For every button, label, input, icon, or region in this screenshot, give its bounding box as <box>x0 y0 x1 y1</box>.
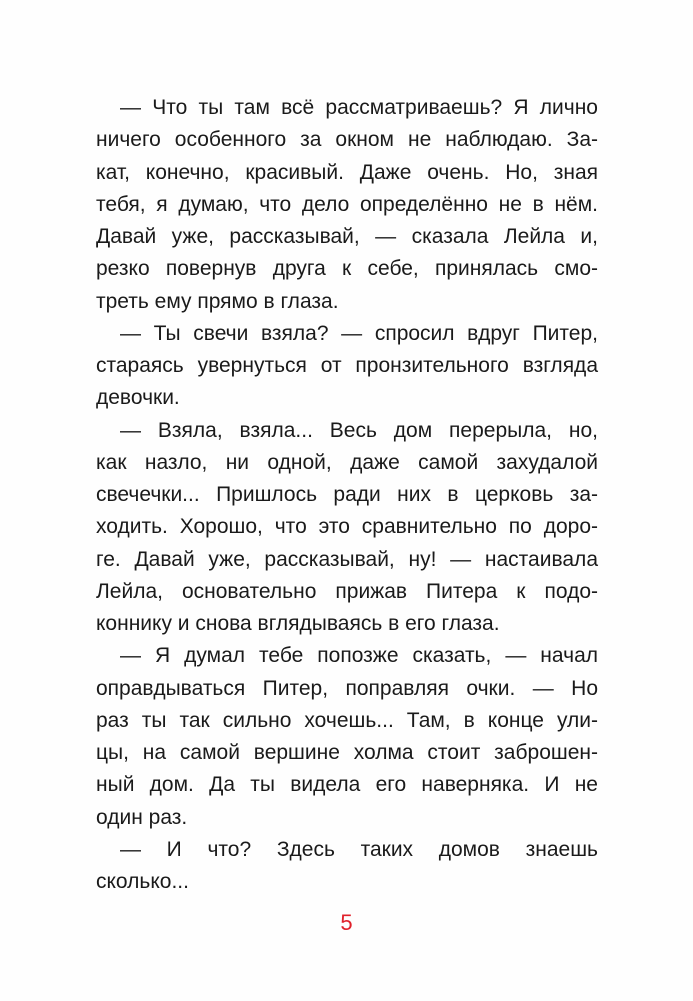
text-line: Лейла, основательно прижав Питера к подо- <box>96 579 598 603</box>
text-line: резко повернув друга к себе, принялась смо- <box>96 257 598 281</box>
text-line: тебя, я думаю, что дело определённо не в нём. <box>96 192 598 216</box>
text-line: свечечки... Пришлось ради них в церковь за- <box>96 483 598 506</box>
text-line: — Взяла, взяла... Весь дом перерыла, но, <box>120 418 598 442</box>
text-line: девочки. <box>96 386 180 410</box>
paragraph <box>96 834 598 899</box>
text-line: — И что? Здесь таких домов знаешь <box>120 837 598 861</box>
text-line: кат, конечно, красивый. Даже очень. Но, зная <box>96 160 598 184</box>
text-line: ный дом. Да ты видела его наверняка. И не <box>96 773 598 797</box>
text-line: Давай уже, рассказывай, — сказала Лейла и, <box>96 225 598 248</box>
text-line: как назло, ни одной, даже самой захудалой <box>96 450 598 474</box>
text-line: один раз. <box>96 805 188 829</box>
text-line: цы, на самой вершине холма стоит заброшен- <box>96 741 598 764</box>
text-line: треть ему прямо в глаза. <box>96 289 339 313</box>
text-line: сколько... <box>96 870 189 893</box>
text-line: — Ты свечи взяла? — спросил вдруг Питер, <box>120 321 598 345</box>
text-line: стараясь увернуться от пронзительного взгляда <box>96 354 598 377</box>
page-number: 5 <box>340 910 353 935</box>
text-line: оправдываться Питер, поправляя очки. — Но <box>96 676 598 700</box>
paragraph <box>96 92 598 318</box>
text-line: раз ты так сильно хочешь... Там, в конце ули- <box>96 708 598 732</box>
text-line: — Что ты там всё рассматриваешь? Я лично <box>120 96 598 119</box>
paragraph <box>96 640 598 834</box>
text-line: ничего особенного за окном не наблюдаю. За- <box>96 128 598 152</box>
paragraph <box>96 415 598 641</box>
text-line: коннику и снова вглядываясь в его глаза. <box>96 612 500 635</box>
text-line: ходить. Хорошо, что это сравнительно по доро- <box>96 515 598 539</box>
text-line: ге. Давай уже, рассказывай, ну! — настаивала <box>96 547 598 571</box>
body-text <box>96 92 598 898</box>
paragraph <box>96 318 598 415</box>
text-line: — Я думал тебе попозже сказать, — начал <box>120 644 598 668</box>
